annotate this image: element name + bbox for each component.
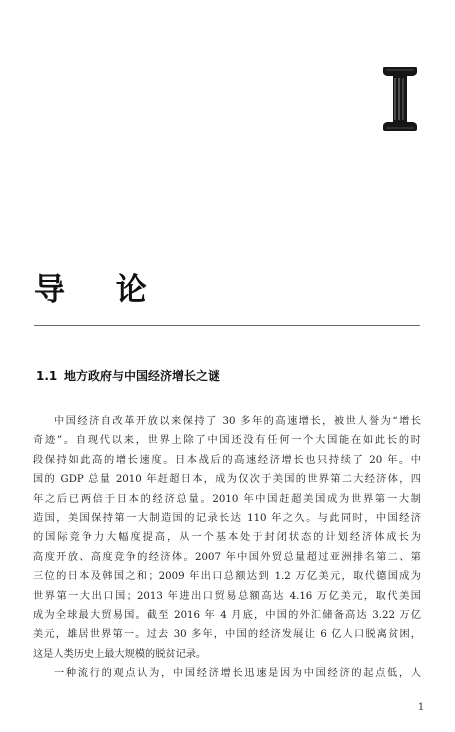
body-line: 这是人类历史上最大规模的脱贫记录。 <box>33 648 207 660</box>
body-line: 段保持如此高的增长速度。日本战后的高速经济增长也只持续了 20 年。中 <box>33 454 421 466</box>
body-line: 美元，雄居世界第一。过去 30 多年，中国的经济发展让 6 亿人口脱离贫困， <box>33 629 421 641</box>
body-text <box>33 412 421 684</box>
section-number: 1.1 <box>36 369 58 383</box>
page-number: 1 <box>417 702 425 713</box>
body-line: 世界第一大出口国；2013 年进出口贸易总额高达 4.16 万亿美元，取代美国 <box>33 590 421 602</box>
body-line: 奇迹”。自现代以来，世界上除了中国还没有任何一个大国能在如此长的时 <box>33 435 421 447</box>
body-line: 一种流行的观点认为，中国经济增长迅速是因为中国经济的起点低，人 <box>54 668 421 680</box>
body-line: 中国经济自改革开放以来保持了 30 多年的高速增长，被世人誉为“增长 <box>54 416 421 427</box>
body-line: 年之后已两倍于日本的经济总量。2010 年中国赶超美国成为世界第一大制 <box>33 493 421 505</box>
body-line: 高度开放、高度竞争的经济体。2007 年中国外贸总量超过亚洲排名第二、第 <box>33 551 421 563</box>
section-heading <box>36 368 220 384</box>
roman-numeral-one-icon <box>380 66 420 132</box>
body-line: 成为全球最大贸易国。截至 2016 年 4 月底，中国的外汇储备高达 3.22 万亿 <box>33 610 421 622</box>
body-line: 的国际竞争力大幅度提高，从一个基本处于封闭状态的计划经济体成长为 <box>33 532 421 544</box>
body-line: 国的 GDP 总量 2010 年赶超日本，成为仅次于美国的世界第二大经济体，四 <box>33 474 421 486</box>
section-title: 地方政府与中国经济增长之谜 <box>64 369 221 383</box>
body-line: 三位的日本及韩国之和；2009 年出口总额达到 1.2 万亿美元，取代德国成为 <box>33 571 421 583</box>
chapter-title: 导 论 <box>34 272 167 308</box>
body-line: 造国，美国保持第一大制造国的记录长达 110 年之久。与此同时，中国经济 <box>33 513 421 525</box>
chapter-divider <box>34 325 420 326</box>
